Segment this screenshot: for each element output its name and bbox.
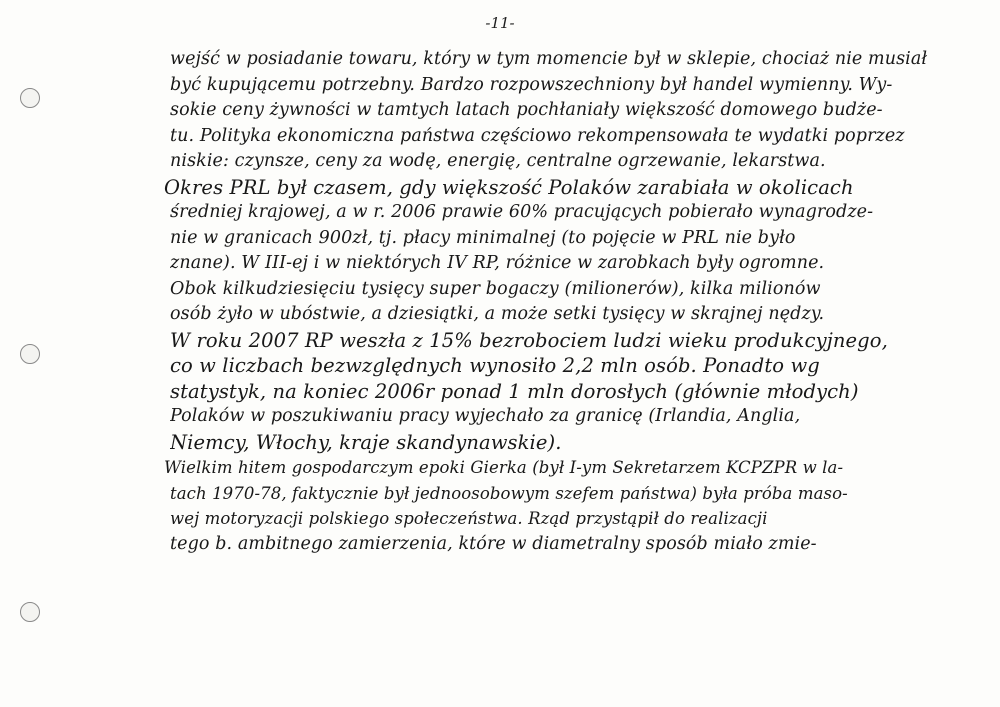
punch-hole-middle xyxy=(20,344,40,364)
text-line-2: być kupującemu potrzebny. Bardzo rozpowszechniony był handel wymienny. Wy- xyxy=(170,74,893,95)
text-line-12: W roku 2007 RP weszła z 15% bezrobociem ludzi wieku produkcyjnego, xyxy=(170,328,888,352)
text-line-20: tego b. ambitnego zamierzenia, które w diametralny sposób miało zmie- xyxy=(170,533,817,554)
text-line-8: nie w granicach 900zł, tj. płacy minimalnej (to pojęcie w PRL nie było xyxy=(170,227,796,248)
text-line-19: wej motoryzacji polskiego społeczeństwa. Rząd przystąpił do realizacji xyxy=(170,509,768,528)
text-line-1: wejść w posiadanie towaru, który w tym momencie był w sklepie, chociaż nie musiał xyxy=(170,49,928,69)
text-line-11: osób żyło w ubóstwie, a dziesiątki, a może setki tysięcy w skrajnej nędzy. xyxy=(170,304,825,324)
text-line-6: Okres PRL był czasem, gdy większość Polaków zarabiała w okolicach xyxy=(164,175,854,199)
text-line-7: średniej krajowej, a w r. 2006 prawie 60% pracujących pobierało wynagrodze- xyxy=(170,202,874,222)
text-line-18: tach 1970-78, faktycznie był jednoosobowym szefem państwa) była próba maso- xyxy=(170,483,848,503)
handwritten-body-text xyxy=(164,47,970,557)
page-number: -11- xyxy=(485,14,515,32)
text-line-17: Wielkim hitem gospodarczym epoki Gierka (był I-ym Sekretarzem KCPZPR w la- xyxy=(164,458,844,477)
punch-hole-top xyxy=(20,88,40,108)
text-line-10: Obok kilkudziesięciu tysięcy super bogaczy (milionerów), kilka milionów xyxy=(170,278,821,299)
text-line-4: tu. Polityka ekonomiczna państwa częściowo rekompensowała te wydatki poprzez xyxy=(170,125,905,146)
text-line-9: znane). W III-ej i w niektórych IV RP, różnice w zarobkach były ogromne. xyxy=(170,253,825,273)
text-line-5: niskie: czynsze, ceny za wodę, energię, centralne ogrzewanie, lekarstwa. xyxy=(170,151,826,171)
text-line-3: sokie ceny żywności w tamtych latach pochłaniały większość domowego budże- xyxy=(170,100,883,120)
punch-hole-bottom xyxy=(20,602,40,622)
text-line-16: Niemcy, Włochy, kraje skandynawskie). xyxy=(170,430,562,454)
text-line-14: statystyk, na koniec 2006r ponad 1 mln dorosłych (głównie młodych) xyxy=(170,379,859,403)
text-line-15: Polaków w poszukiwaniu pracy wyjechało za granicę (Irlandia, Anglia, xyxy=(170,406,801,426)
text-line-13: co w liczbach bezwzględnych wynosiło 2,2 mln osób. Ponadto wg xyxy=(170,354,820,377)
